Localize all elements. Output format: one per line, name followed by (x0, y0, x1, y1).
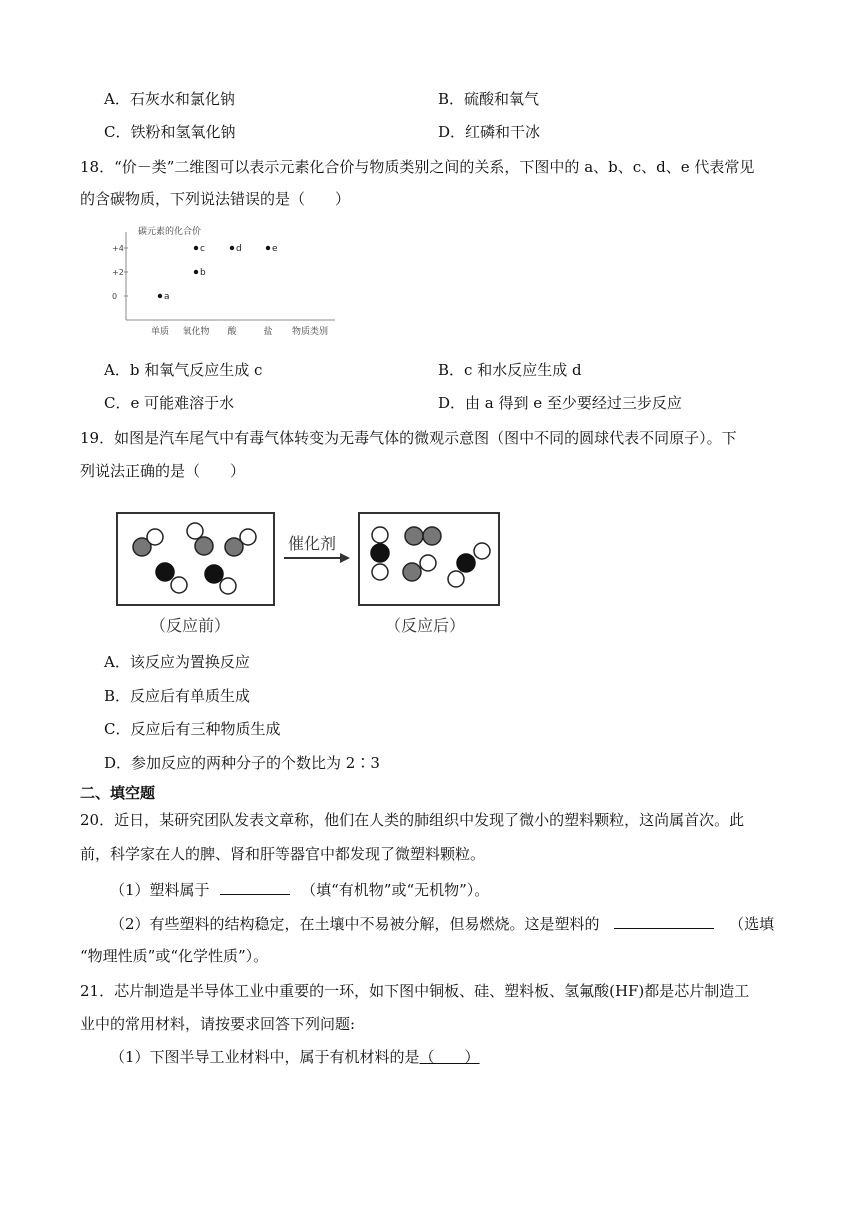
q17-option-a: A．石灰水和氯化钠 (104, 90, 235, 108)
q18-option-a: A．b 和氧气反应生成 c (104, 361, 263, 379)
q20-stem-line1: 20．近日，某研究团队发表文章称，他们在人类的肺组织中发现了微小的塑料颗粒，这尚属首次。此 (80, 811, 745, 829)
x-tick-label: 酸 (227, 327, 237, 337)
q20-sub2-suffix: （选填 (729, 915, 775, 933)
y-tick-label: 0 (112, 292, 118, 301)
q18-option-b: B．c 和水反应生成 d (438, 361, 582, 379)
chart-point-a (158, 294, 162, 298)
molecule-gray-white (133, 529, 163, 556)
q20-sub1-prefix: （1）塑料属于 (110, 881, 210, 899)
q20-stem-line2: 前，科学家在人的脾、肾和肝等器官中都发现了微塑料颗粒。 (80, 845, 486, 863)
x-tick-label: 物质类别 (291, 327, 329, 337)
q21-sub1 (110, 1047, 480, 1067)
molecule-white-black-white (448, 543, 490, 587)
q21-stem-line1: 21．芯片制造是半导体工业中重要的一环，如下图中铜板、硅、塑料板、氢氟酸(HF)都是芯片制造工 (80, 982, 750, 1000)
q18-stem-line2: 的含碳物质，下列说法错误的是（ ） (80, 190, 351, 208)
q20-sub2-line2: “物理性质”或“化学性质”）。 (80, 947, 269, 965)
q19-option-a: A．该反应为置换反应 (104, 653, 250, 671)
catalyst-label: 催化剂 (288, 534, 337, 553)
q21-stem-line2: 业中的常用材料，请按要求回答下列问题: (80, 1015, 356, 1033)
x-tick-label: 盐 (263, 327, 273, 337)
valence-class-chart (110, 222, 340, 340)
chart-point-b (194, 270, 198, 274)
chart-point-d (230, 246, 234, 250)
molecule-black-white (205, 565, 236, 594)
q17-option-b: B．硫酸和氧气 (438, 90, 540, 108)
q19-option-b: B．反应后有单质生成 (104, 687, 251, 705)
q19-stem-line1: 19．如图是汽车尾气中有毒气体转变为无毒气体的微观示意图（图中不同的圆球代表不同原子）。下 (80, 429, 737, 447)
chart-point-label: a (164, 292, 170, 302)
molecule-gray-white (225, 529, 256, 556)
chart-point-label: b (200, 268, 206, 278)
q20-sub1-suffix: （填“有机物”或“无机物”）。 (301, 881, 490, 899)
molecule-gray-white (187, 523, 213, 555)
molecule-white-black-white (371, 527, 389, 580)
q20-answer-blank-1[interactable] (220, 878, 290, 895)
before-caption: （反应前） (150, 616, 231, 635)
q19-stem-line2: 列说法正确的是（ ） (80, 462, 246, 480)
reaction-molecules (110, 505, 510, 615)
after-caption: （反应后） (385, 616, 466, 635)
y-tick-label: +2 (112, 268, 124, 277)
chart-point-label: c (200, 244, 205, 254)
q20-sub2 (110, 912, 774, 934)
chart-point-label: d (236, 244, 242, 254)
y-tick-label: +4 (112, 244, 124, 253)
q20-sub2-prefix: （2）有些塑料的结构稳定，在土壤中不易被分解，但易燃烧。这是塑料的 (110, 915, 600, 933)
q21-answer-blank[interactable]: （ ） (419, 1048, 480, 1066)
chart-point-label: e (272, 244, 278, 254)
q17-option-c: C．铁粉和氢氧化钠 (104, 123, 236, 141)
chart-point-c (194, 246, 198, 250)
q18-option-c: C．e 可能难溶于水 (104, 394, 235, 412)
chart-point-e (266, 246, 270, 250)
q18-stem-line1: 18．“价－类”二维图可以表示元素化合价与物质类别之间的关系，下图中的 a、b、c、d、e 代表常见 (80, 158, 755, 176)
q17-option-d: D．红磷和干冰 (438, 123, 541, 141)
x-tick-label: 氧化物 (182, 327, 210, 337)
q19-option-c: C．反应后有三种物质生成 (104, 720, 281, 738)
section-title: 二、填空题 (80, 784, 156, 802)
q18-option-d: D．由 a 得到 e 至少要经过三步反应 (438, 394, 682, 412)
q19-option-d: D．参加反应的两种分子的个数比为 2∶3 (104, 754, 380, 772)
q20-answer-blank-2[interactable] (614, 912, 714, 929)
q21-sub1-prefix: （1）下图半导工业材料中，属于有机材料的是 (110, 1048, 420, 1066)
molecule-gray-gray (405, 527, 441, 545)
molecule-gray-white (403, 555, 436, 581)
molecule-black-white (156, 563, 187, 593)
chart-ylabel: 碳元素的化合价 (138, 227, 202, 237)
arrow-head (340, 553, 350, 563)
x-tick-label: 单质 (150, 327, 170, 337)
q20-sub1 (110, 878, 489, 900)
